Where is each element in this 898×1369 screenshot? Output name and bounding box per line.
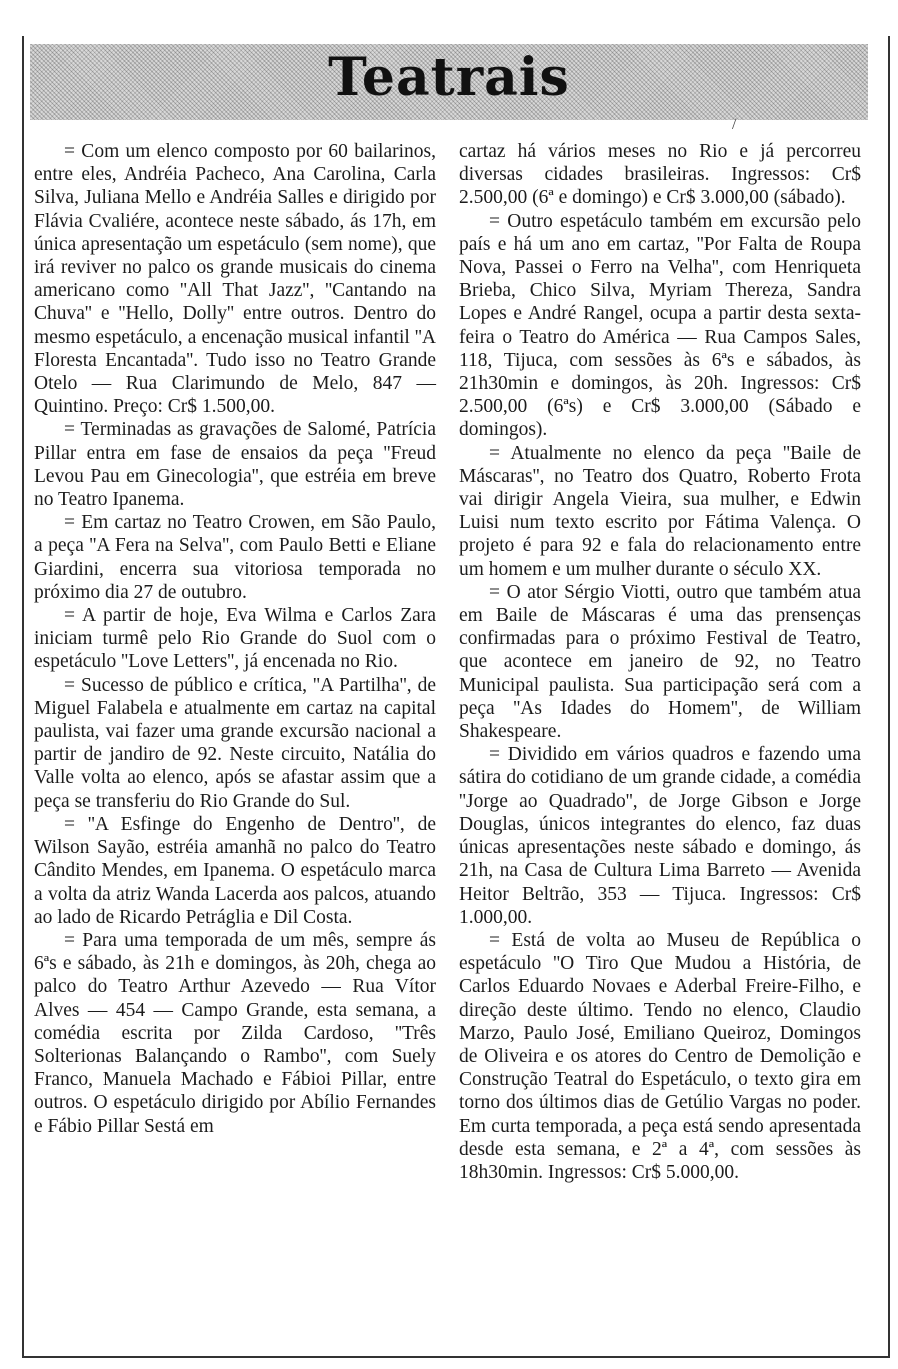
right-column: [459, 140, 861, 1184]
news-item: = O ator Sérgio Viotti, outro que também atua em Baile de Máscaras é uma das prensenças confirmadas para o próximo Festival de Teatro, que acontece em janeiro de 92, no Teatro Municipal paulista. Sua participação será com a peça ''As Idades do Homem'', de William Shakespeare.: [459, 581, 861, 743]
news-item: = Em cartaz no Teatro Crowen, em São Paulo, a peça ''A Fera na Selva'', com Paulo Betti e Eliane Giardini, encerra sua vitoriosa temporada no próximo dia 27 de outubro.: [34, 512, 436, 603]
news-item: = ''A Esfinge do Engenho de Dentro'', de Wilson Sayão, estréia amanhã no palco do Teatro Cândito Mendes, em Ipanema. O espetáculo marca a volta da atriz Wanda Lacerda aos palcos, atuando ao lado de Ricardo Petráglia e Dil Costa.: [34, 813, 436, 928]
news-item: = Para uma temporada de um mês, sempre ás 6ªs e sábado, às 21h e domingos, às 20h, chega ao palco do Teatro Arthur Azevedo — Rua Vítor Alves — 454 — Campo Grande, esta semana, a comédia escrita por Zilda Cardoso, ''Três Solterionas Balançando o Rambo'', com Suely Franco, Manuela Machado e Fábioi Pillar, entre outros. O espetáculo dirigido por Abílio Fernandes e Fábio Pillar Sestá em: [34, 929, 436, 1137]
news-item: = A partir de hoje, Eva Wilma e Carlos Zara iniciam turmê pelo Rio Grande do Suol com o espetáculo ''Love Letters'', já encenada no Rio.: [34, 605, 436, 673]
news-item: = Outro espetáculo também em excursão pelo país e há um ano em cartaz, ''Por Falta de Roupa Nova, Passei o Ferro na Velha'', com Henriqueta Brieba, Chico Silva, Myriam Thereza, Sandra Lopes e André Rangel, ocupa a partir desta sexta-feira o Teatro do América — Rua Campos Sales, 118, Tijuca, com sessões às 6ªs e sábados, às 21h30min e domingos, às 20h. Ingressos: Cr$ 2.500,00 (6ªs) e Cr$ 3.000,00 (Sábado e domingos).: [459, 210, 861, 441]
news-item: = Está de volta ao Museu de República o espetáculo ''O Tiro Que Mudou a História, de Carlos Eduardo Novaes e Aderbal Freire-Filho, e direção deste último. Tendo no elenco, Claudio Marzo, Paulo José, Emiliano Queiroz, Domingos de Oliveira e os atores do Centro de Demolição e Construção Teatral do Espetáculo, o texto gira em torno dos últimos dias de Getúlio Vargas no poder. Em curta temporada, a peça está sendo apresentada desde esta semana, e 2ª a 4ª, com sessões às 18h30min. Ingressos: Cr$ 5.000,00.: [459, 929, 861, 1183]
news-item-continuation: cartaz há vários meses no Rio e já percorreu diversas cidades brasileiras. Ingressos: Cr$ 2.500,00 (6ª e domingo) e Cr$ 3.000,00 (sábado).: [459, 141, 861, 209]
news-item: = Terminadas as gravações de Salomé, Patrícia Pillar entra em fase de ensaios da peça ''Freud Levou Pau em Ginecologia'', que estréia em breve no Teatro Ipanema.: [34, 419, 436, 511]
news-item: = Dividido em vários quadros e fazendo uma sátira do cotidiano de um grande cidade, a comédia ''Jorge ao Quadrado'', de Jorge Gibson e Jorge Douglas, únicos integrantes do elenco, faz duas únicas apresentações neste sábado e domingo, ás 21h, na Casa de Cultura Lima Barreto — Avenida Heitor Beltrão, 353 — Tijuca. Ingressos: Cr$ 1.000,00.: [459, 744, 861, 928]
news-item: = Atualmente no elenco da peça ''Baile de Máscaras'', no Teatro dos Quatro, Roberto Frota vai dirigir Angela Vieira, sua mulher, e Edwin Luisi num texto escrito por Fátima Valença. O projeto é para 92 e fala do relacionamento entre um homem e um mulher durante o século XX.: [459, 442, 861, 580]
news-item: = Sucesso de público e crítica, ''A Partilha'', de Miguel Falabela e atualmente em cartaz na capital paulista, vai fazer uma grande excursão nacional a partir de jandiro de 92. Neste circuito, Natália do Valle volta ao elenco, após se afastar assim que a peça se transferiu do Rio Grande do Sul.: [34, 674, 436, 812]
section-title: Teatrais: [328, 47, 570, 108]
left-column: [34, 140, 436, 1138]
stray-mark: /: [732, 116, 737, 133]
news-item: = Com um elenco composto por 60 bailarinos, entre eles, Andréia Pacheco, Ana Carolina, Carla Silva, Juliana Mello e Andréia Salles e dirigido por Flávia Cvaliére, acontece neste sábado, ás 17h, em única apresentação um espetáculo (sem nome), que irá reviver no palco os grande musicais do cinema americano como ''All That Jazz'', ''Cantando na Chuva'' e ''Hello, Dolly'' entre outros. Dentro do mesmo espetáculo, a encenação musical infantil ''A Floresta Encantada''. Tudo isso no Teatro Grande Otelo — Rua Clarimundo de Melo, 847 — Quintino. Preço: Cr$ 1.500,00.: [34, 141, 436, 418]
